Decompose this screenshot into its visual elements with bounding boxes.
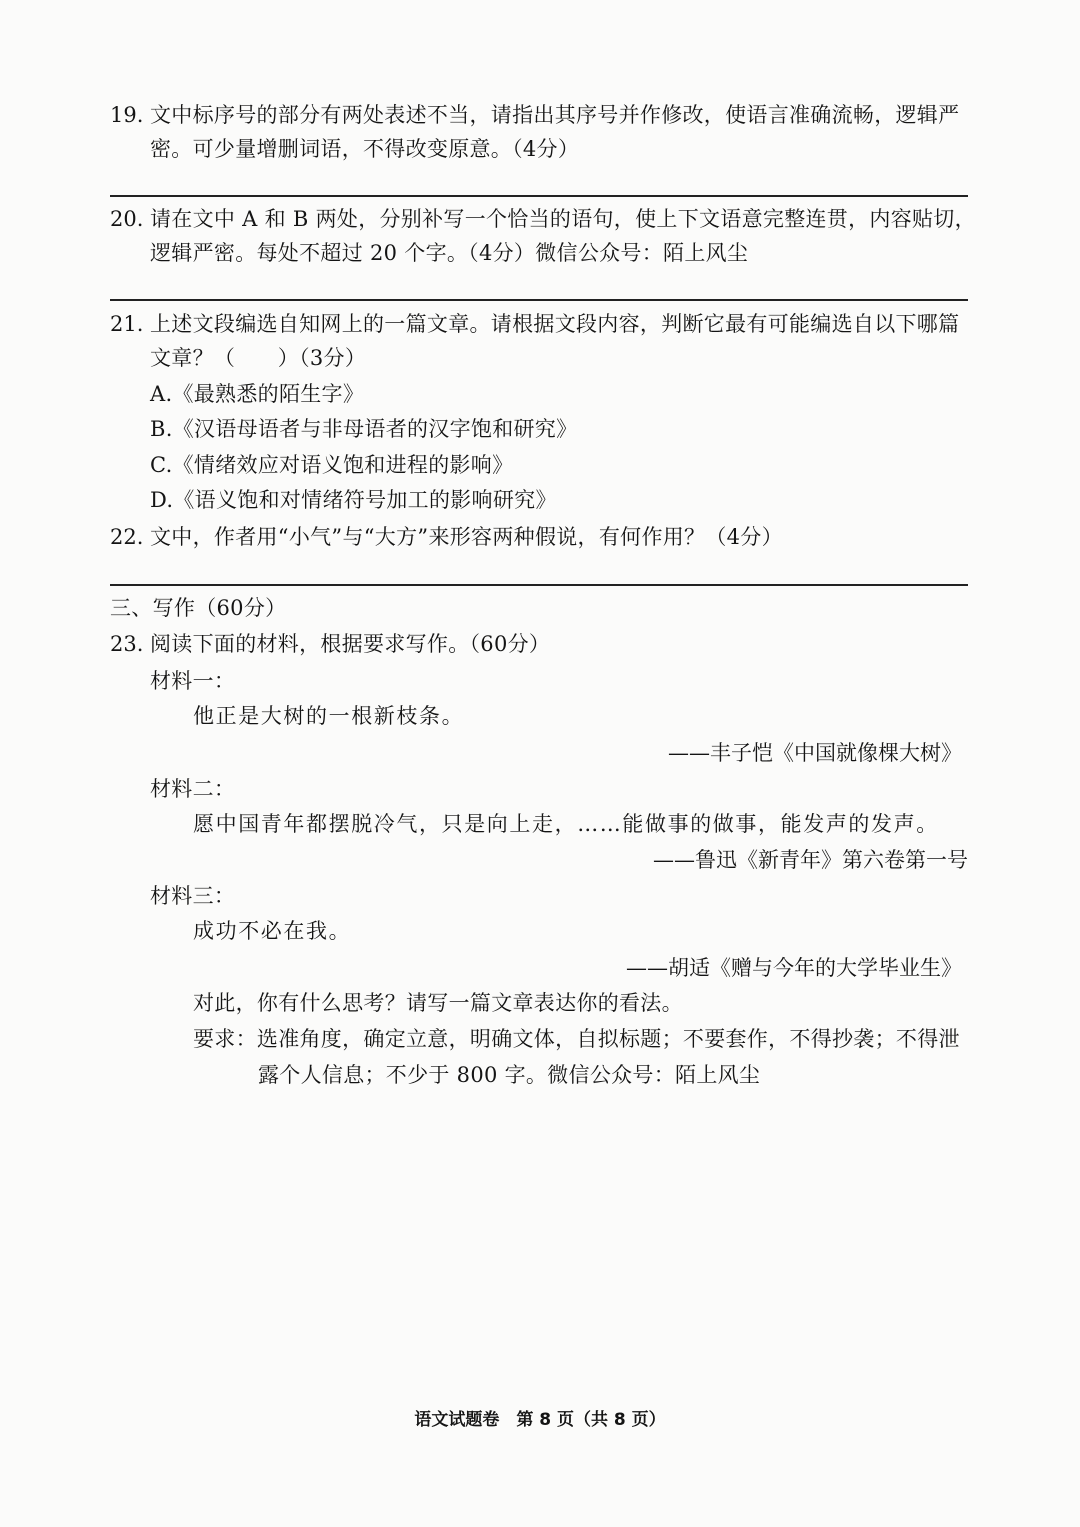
question-19-number: 19. (110, 103, 144, 127)
question-23-number: 23. (110, 632, 144, 656)
material-3-source: ——胡适《赠与今年的大学毕业生》 (626, 956, 962, 980)
question-23-line-1: 阅读下面的材料，根据要求写作。（60分） (150, 632, 551, 656)
writing-requirements-line-2: 露个人信息；不少于 800 字。微信公众号：陌上风尘 (258, 1063, 761, 1087)
question-21-number: 21. (110, 312, 144, 336)
question-19-line-2: 密。可少量增删词语，不得改变原意。（4分） (150, 137, 580, 161)
material-2-source: ——鲁迅《新青年》第六卷第一号 (653, 848, 968, 872)
question-22-line-1: 文中，作者用“小气”与“大方”来形容两种假说，有何作用？（4分） (150, 525, 783, 549)
question-21-line-2: 文章？（ ）（3分） (150, 346, 367, 370)
material-1-label: 材料一： (150, 669, 236, 693)
question-20-line-2: 逻辑严密。每处不超过 20 个字。（4分）微信公众号：陌上风尘 (150, 241, 749, 265)
material-1-text: 他正是大树的一根新枝条。 (193, 704, 465, 728)
section-3-title: 三、写作（60分） (110, 596, 287, 620)
question-21-option-d: D.《语义饱和对情绪符号加工的影响研究》 (150, 488, 557, 512)
question-21-option-b: B.《汉语母语者与非母语者的汉字饱和研究》 (150, 417, 578, 441)
question-22-number: 22. (110, 525, 144, 549)
question-21-option-a: A.《最熟悉的陌生字》 (150, 382, 365, 406)
material-1-source: ——丰子恺《中国就像棵大树》 (668, 741, 962, 765)
question-20-number: 20. (110, 207, 144, 231)
answer-line-22 (110, 584, 968, 586)
answer-line-20 (110, 299, 968, 301)
material-3-label: 材料三： (150, 884, 236, 908)
question-21-option-c: C.《情绪效应对语义饱和进程的影响》 (150, 453, 514, 477)
material-3-text: 成功不必在我。 (193, 919, 352, 943)
question-20-line-1: 请在文中 A 和 B 两处，分别补写一个恰当的语句，使上下文语意完整连贯，内容贴切， (150, 207, 976, 231)
answer-line-19 (110, 195, 968, 197)
question-21-line-1: 上述文段编选自知网上的一篇文章。请根据文段内容，判断它最有可能编选自以下哪篇 (150, 312, 960, 336)
writing-prompt: 对此，你有什么思考？请写一篇文章表达你的看法。 (193, 991, 683, 1015)
question-19-line-1: 文中标序号的部分有两处表述不当，请指出其序号并作修改，使语言准确流畅，逻辑严 (150, 103, 960, 127)
page-footer: 语文试题卷 第 8 页（共 8 页） (414, 1410, 666, 1430)
material-2-label: 材料二： (150, 777, 236, 801)
material-2-text: 愿中国青年都摆脱冷气，只是向上走，……能做事的做事，能发声的发声。 (193, 812, 939, 836)
writing-requirements-line-1: 要求：选准角度，确定立意，明确文体，自拟标题；不要套作，不得抄袭；不得泄 (193, 1027, 960, 1051)
